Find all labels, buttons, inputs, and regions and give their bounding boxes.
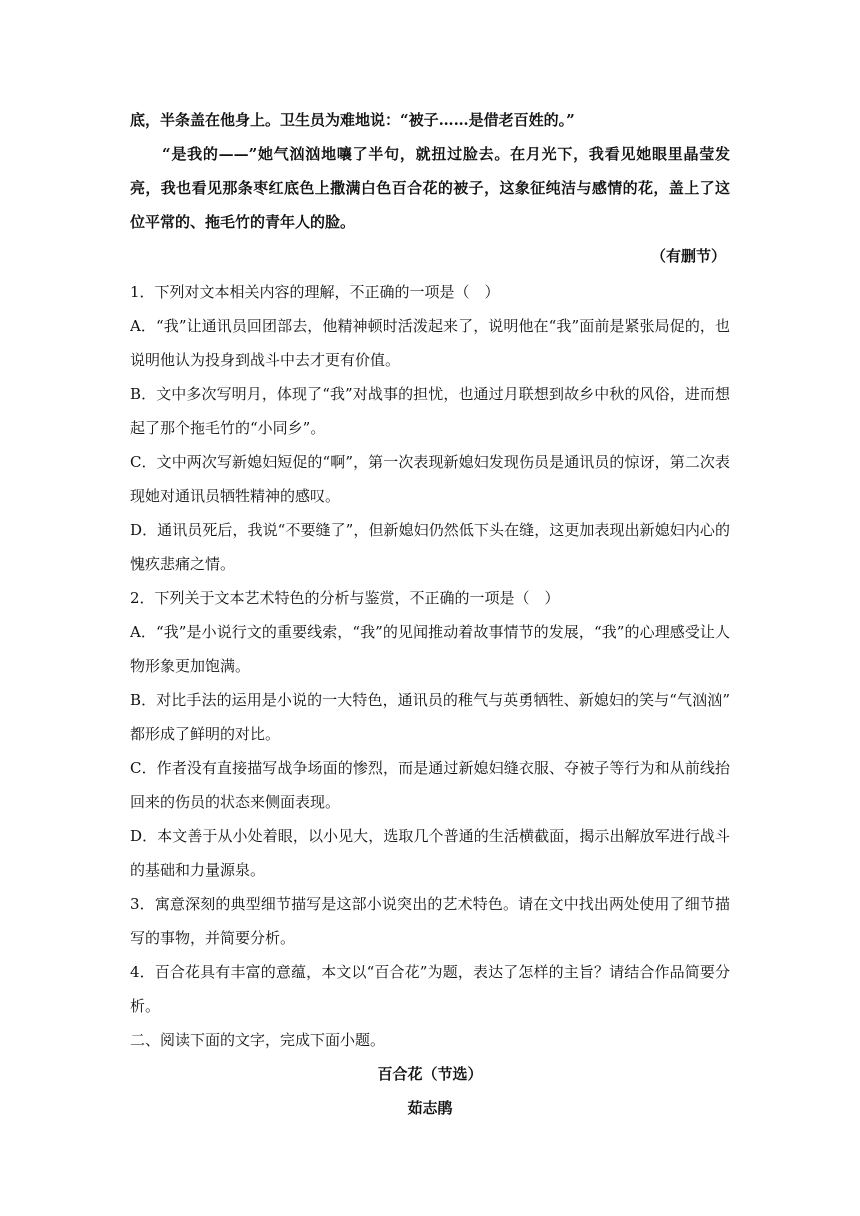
- question-1-stem: 1．下列对文本相关内容的理解，不正确的一项是（ ）: [130, 283, 500, 301]
- question-3-stem: 3．寓意深刻的典型细节描写是这部小说突出的艺术特色。请在文中找出两处使用了细节描: [130, 895, 730, 913]
- question-1-option-c: C．文中两次写新媳妇短促的“啊”，第一次表现新媳妇发现伤员是通讯员的惊讶，第二次表: [130, 453, 730, 471]
- question-1-option-c-cont: 现她对通讯员牺牲精神的感叹。: [130, 487, 341, 505]
- passage-line: 亮，我也看见那条枣红底色上撒满白色百合花的被子，这象征纯洁与感情的花，盖上了这: [130, 179, 730, 197]
- question-2-option-d: D．本文善于从小处着眼，以小见大，选取几个普通的生活横截面，揭示出解放军进行战斗: [130, 827, 730, 845]
- question-1-option-d-cont: 愧疚悲痛之情。: [130, 555, 236, 573]
- passage-author: 茹志鹃: [407, 1099, 453, 1117]
- passage-line: 位平常的、拖毛竹的青年人的脸。: [130, 213, 356, 231]
- question-3-stem-cont: 写的事物，并简要分析。: [130, 929, 296, 947]
- passage-line: 底，半条盖在他身上。卫生员为难地说：“被子……是借老百姓的。”: [130, 111, 575, 129]
- question-4-stem-cont: 析。: [130, 997, 161, 1015]
- question-1-option-b-cont: 起了那个拖毛竹的“小同乡”。: [130, 419, 326, 437]
- question-2-option-c-cont: 回来的伤员的状态来侧面表现。: [130, 793, 341, 811]
- question-1-option-a: A．“我”让通讯员回团部去，他精神顿时活泼起来了，说明他在“我”面前是紧张局促的，也: [130, 317, 730, 335]
- question-2-option-a-cont: 物形象更加饱满。: [130, 657, 251, 675]
- question-2-option-b: B．对比手法的运用是小说的一大特色，通讯员的稚气与英勇牺牲、新媳妇的笑与“气汹汹”: [130, 691, 730, 709]
- passage-line: “是我的——”她气汹汹地嚷了半句，就扭过脸去。在月光下，我看见她眼里晶莹发: [162, 145, 730, 163]
- question-2-option-c: C．作者没有直接描写战争场面的惨烈，而是通过新媳妇缝衣服、夺被子等行为和从前线抬: [130, 759, 730, 777]
- question-2-option-d-cont: 的基础和力量源泉。: [130, 861, 266, 879]
- question-2-stem: 2．下列关于文本艺术特色的分析与鉴赏，不正确的一项是（ ）: [130, 589, 560, 607]
- question-2-option-b-cont: 都形成了鲜明的对比。: [130, 725, 281, 743]
- question-2-option-a: A．“我”是小说行文的重要线索，“我”的见闻推动着故事情节的发展，“我”的心理感受让人: [130, 623, 730, 641]
- abridged-note: （有删节）: [650, 247, 726, 265]
- question-4-stem: 4．百合花具有丰富的意蕴，本文以“百合花”为题，表达了怎样的主旨？请结合作品简要分: [130, 963, 730, 981]
- passage-title: 百合花（节选）: [377, 1065, 483, 1083]
- section-2-instruction: 二、阅读下面的文字，完成下面小题。: [130, 1031, 386, 1049]
- question-1-option-a-cont: 说明他认为投身到战斗中去才更有价值。: [130, 351, 401, 369]
- question-1-option-b: B．文中多次写明月，体现了“我”对战事的担忧，也通过月联想到故乡中秋的风俗，进而想: [130, 385, 730, 403]
- question-1-option-d: D．通讯员死后，我说“不要缝了”，但新媳妇仍然低下头在缝，这更加表现出新媳妇内心的: [130, 521, 730, 539]
